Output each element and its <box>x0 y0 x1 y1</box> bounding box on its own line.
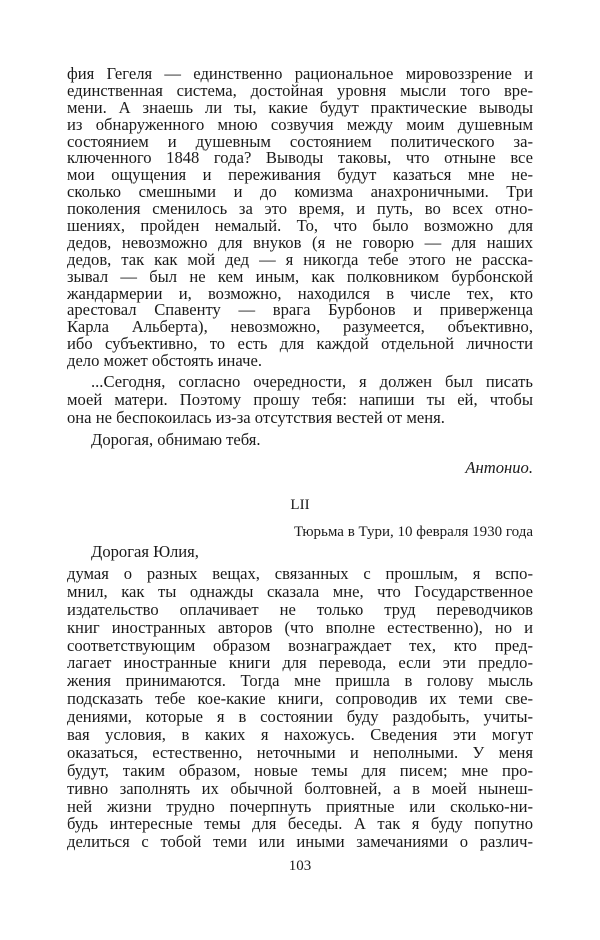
text-line: арестовал Спавенту — врага Бурбонов и приверженца <box>67 300 533 320</box>
closing-line: Дорогая, обнимаю тебя. <box>91 430 261 449</box>
text-line: жандармерии и, возможно, находился в числе тех, кто <box>67 283 533 303</box>
text-line: делиться с тобой теми или иными замечаниями о различ- <box>67 832 533 852</box>
text-line: подсказать тебе кое-какие книги, сопроводив их теми све- <box>67 689 533 709</box>
text-line: сколько смешными и до комизма анахроничными. Три <box>67 182 533 202</box>
text-line: поколения сменилось за это время, и путь, во всех отно- <box>67 199 533 219</box>
text-line: она не беспокоилась из-за отсутствия вестей от меня. <box>67 407 445 427</box>
text-line: дениями, которые я в состоянии буду раздобыть, учиты- <box>67 707 533 727</box>
text-line: соответствующим образом вознаграждает тех, кто пред- <box>67 635 533 655</box>
text-line: издательство оплачивает не только труд переводчиков <box>67 599 533 619</box>
text-line: зывал — был не кем иным, как полковником бурбонской <box>67 266 533 286</box>
page-number: 103 <box>288 858 312 874</box>
text-block-3 <box>67 565 533 851</box>
letter-number: LII <box>290 497 310 513</box>
text-line: фия Гегеля — единственно рациональное мировоззрение и <box>67 64 533 83</box>
text-line: тивно заполнять их обычной болтовней, а в моей нынеш- <box>67 778 533 798</box>
text-line: думая о разных вещах, связанных с прошлым, я вспо- <box>67 564 533 583</box>
text-line: лагает иностранные книги для перевода, если эти предло- <box>67 653 533 673</box>
text-line: дедов, так как мой дед — я никогда тебе этого не расска- <box>67 249 533 269</box>
text-line: дедов, невозможно для внуков (я не говорю — для наших <box>67 232 533 252</box>
text-line: вая условия, в каких я нахожусь. Сведения эти могут <box>67 725 533 745</box>
signature: Антонио. <box>465 458 533 477</box>
text-line: шениях, пройден немалый. То, что было возможно для <box>67 216 533 236</box>
text-line: единственная система, достойная уровня мысли того вре- <box>67 80 533 100</box>
text-line: ней жизни трудно почерпнуть приятные или сколько-ни- <box>67 796 533 816</box>
text-line: будут, таким образом, новые темы для писем; мне про- <box>67 760 533 780</box>
text-block-1 <box>67 66 533 370</box>
salutation-block <box>67 543 533 561</box>
text-line: жения принимаются. Тогда мне пришла в голову мысль <box>67 671 533 691</box>
text-line: ибо субъективно, то есть для каждой отдельной личности <box>67 334 533 354</box>
text-line: моей матери. Поэтому прошу тебя: напиши ты ей, чтобы <box>67 389 533 409</box>
text-line: мои ощущения и переживания будут казаться мне не- <box>67 165 533 185</box>
closing-block <box>67 431 533 449</box>
text-line: из обнаруженного мною созвучия между моим душевным <box>67 114 533 134</box>
text-line: ...Сегодня, согласно очередности, я должен был писать <box>91 372 533 391</box>
text-line: оказаться, естественно, неточными и неполными. У меня <box>67 742 533 762</box>
text-line: ключенного 1848 года? Выводы таковы, что отныне все <box>67 148 533 168</box>
text-line: будь интересные темы для беседы. А так я буду попутно <box>67 814 533 834</box>
salutation: Дорогая Юлия, <box>91 542 199 561</box>
text-line: мени. А знаешь ли ты, какие будут практические выводы <box>67 97 533 117</box>
text-line: дело может обстоять иначе. <box>67 351 262 371</box>
text-block-2 <box>67 373 533 427</box>
text-line: мнил, как ты однажды сказала мне, что Государственное <box>67 581 533 601</box>
text-line: состоянием и душевным состоянием политического за- <box>67 131 533 151</box>
dateline: Тюрьма в Тури, 10 февраля 1930 года <box>293 524 533 540</box>
text-line: Карла Альберта), невозможно, разумеется, объективно, <box>67 317 533 337</box>
text-line: книг иностранных авторов (что вполне естественно), но и <box>67 617 533 637</box>
